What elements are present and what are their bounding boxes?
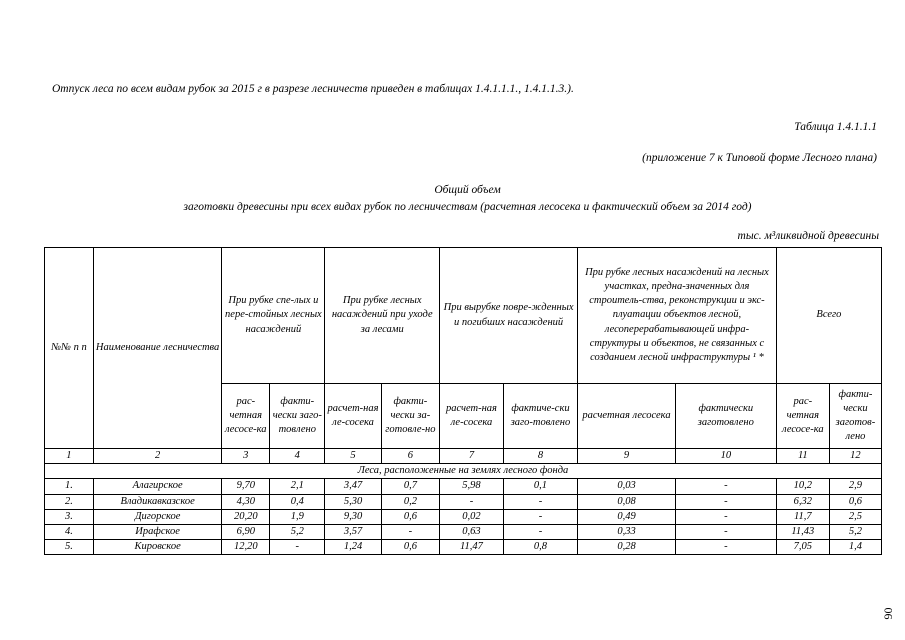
value-cell: 11,7: [776, 509, 829, 524]
header-name: Наименование лесничества: [93, 248, 222, 449]
header-group-thinning: При рубке лесных насаждений при уходе за лесами: [325, 248, 440, 384]
value-cell: -: [675, 524, 776, 539]
section-title: Леса, расположенные на землях лесного фонда: [45, 464, 882, 479]
subheader: рас-четная лесосе-ка: [776, 384, 829, 449]
table-row: [45, 509, 882, 524]
value-cell: 0,02: [440, 509, 504, 524]
column-number: 8: [503, 449, 577, 464]
value-cell: 11,47: [440, 540, 504, 555]
table-row: [45, 479, 882, 494]
value-cell: 5,2: [829, 524, 881, 539]
value-cell: -: [381, 524, 439, 539]
header-num: №№ п п: [45, 248, 94, 449]
value-cell: 0,63: [440, 524, 504, 539]
subheader: фактиче-ски заго-товлено: [503, 384, 577, 449]
table-row: [45, 524, 882, 539]
forestry-name: Владикавказское: [93, 494, 222, 509]
row-number: 4.: [45, 524, 94, 539]
column-number: 10: [675, 449, 776, 464]
value-cell: 0,7: [381, 479, 439, 494]
page-number: 06: [881, 607, 896, 620]
header-group-damaged: При вырубке повре-жденных и погибших насаждений: [440, 248, 578, 384]
subheader: факти-чески заго-товлено: [270, 384, 325, 449]
value-cell: 4,30: [222, 494, 270, 509]
harvest-table: [44, 247, 882, 555]
subheader: расчетная лесосека: [578, 384, 676, 449]
value-cell: 3,57: [325, 524, 381, 539]
value-cell: 5,2: [270, 524, 325, 539]
table-title-line1: Общий объем: [434, 184, 501, 196]
header-group-total: Всего: [776, 248, 881, 384]
column-number: 12: [829, 449, 881, 464]
value-cell: 2,1: [270, 479, 325, 494]
value-cell: 10,2: [776, 479, 829, 494]
column-number: 3: [222, 449, 270, 464]
subheader: расчет-ная ле-сосека: [325, 384, 381, 449]
table-title-line2: заготовки древесины при всех видах рубок по лесничествам (расчетная лесосека и фактический объем за 2014 год): [183, 201, 752, 213]
value-cell: 0,6: [829, 494, 881, 509]
value-cell: 5,30: [325, 494, 381, 509]
value-cell: 0,2: [381, 494, 439, 509]
value-cell: 12,20: [222, 540, 270, 555]
row-number: 2.: [45, 494, 94, 509]
value-cell: -: [675, 479, 776, 494]
value-cell: -: [503, 509, 577, 524]
value-cell: -: [503, 494, 577, 509]
column-number: 4: [270, 449, 325, 464]
units-label: тыс. м³ликвидной древесины: [737, 230, 879, 242]
value-cell: 7,05: [776, 540, 829, 555]
value-cell: 6,32: [776, 494, 829, 509]
forestry-name: Алагирское: [93, 479, 222, 494]
value-cell: 9,30: [325, 509, 381, 524]
value-cell: 0,28: [578, 540, 676, 555]
row-number: 3.: [45, 509, 94, 524]
value-cell: -: [675, 509, 776, 524]
table-caption: Таблица 1.4.1.1.1: [794, 121, 877, 133]
value-cell: -: [440, 494, 504, 509]
value-cell: 2,5: [829, 509, 881, 524]
value-cell: -: [503, 524, 577, 539]
value-cell: 1,4: [829, 540, 881, 555]
forestry-name: Ирафское: [93, 524, 222, 539]
value-cell: 1,9: [270, 509, 325, 524]
header-group-mature: При рубке спе-лых и пере-стойных лесных насаждений: [222, 248, 325, 384]
value-cell: 0,33: [578, 524, 676, 539]
column-number: 5: [325, 449, 381, 464]
value-cell: 0,1: [503, 479, 577, 494]
subheader: рас-четная лесосе-ка: [222, 384, 270, 449]
column-numbers-row: [45, 449, 882, 464]
value-cell: -: [675, 494, 776, 509]
value-cell: 6,90: [222, 524, 270, 539]
value-cell: 0,6: [381, 540, 439, 555]
value-cell: 0,08: [578, 494, 676, 509]
value-cell: 5,98: [440, 479, 504, 494]
subheader: расчет-ная ле-сосека: [440, 384, 504, 449]
value-cell: -: [675, 540, 776, 555]
subheader: фактически заготовлено: [675, 384, 776, 449]
header-group-infrastructure: При рубке лесных насаждений на лесных участках, предна-значенных для строитель-ства, реконструкции и экс-плуатации объектов лесной, лесоперерабатывающей инфра-структуры и объектов, не связанных с созданием лесной инфраструктуры ¹ *: [578, 248, 777, 384]
appendix-note: (приложение 7 к Типовой форме Лесного плана): [642, 152, 877, 164]
table-row: [45, 540, 882, 555]
forestry-name: Кировское: [93, 540, 222, 555]
column-number: 7: [440, 449, 504, 464]
value-cell: 3,47: [325, 479, 381, 494]
row-number: 1.: [45, 479, 94, 494]
subheader: факти-чески заготов-лено: [829, 384, 881, 449]
value-cell: 0,03: [578, 479, 676, 494]
value-cell: 11,43: [776, 524, 829, 539]
row-number: 5.: [45, 540, 94, 555]
value-cell: 0,49: [578, 509, 676, 524]
value-cell: 2,9: [829, 479, 881, 494]
value-cell: 1,24: [325, 540, 381, 555]
column-number: 11: [776, 449, 829, 464]
column-number: 2: [93, 449, 222, 464]
value-cell: 0,4: [270, 494, 325, 509]
forestry-name: Дигорское: [93, 509, 222, 524]
subheader: факти-чески за-готовле-но: [381, 384, 439, 449]
value-cell: 9,70: [222, 479, 270, 494]
column-number: 1: [45, 449, 94, 464]
table-row: [45, 494, 882, 509]
value-cell: 0,8: [503, 540, 577, 555]
intro-text: Отпуск леса по всем видам рубок за 2015 г в разрезе лесничеств приведен в таблицах 1.4.1.1.1., 1.4.1.1.3.).: [52, 83, 574, 95]
column-number: 6: [381, 449, 439, 464]
value-cell: 20,20: [222, 509, 270, 524]
column-number: 9: [578, 449, 676, 464]
value-cell: 0,6: [381, 509, 439, 524]
value-cell: -: [270, 540, 325, 555]
